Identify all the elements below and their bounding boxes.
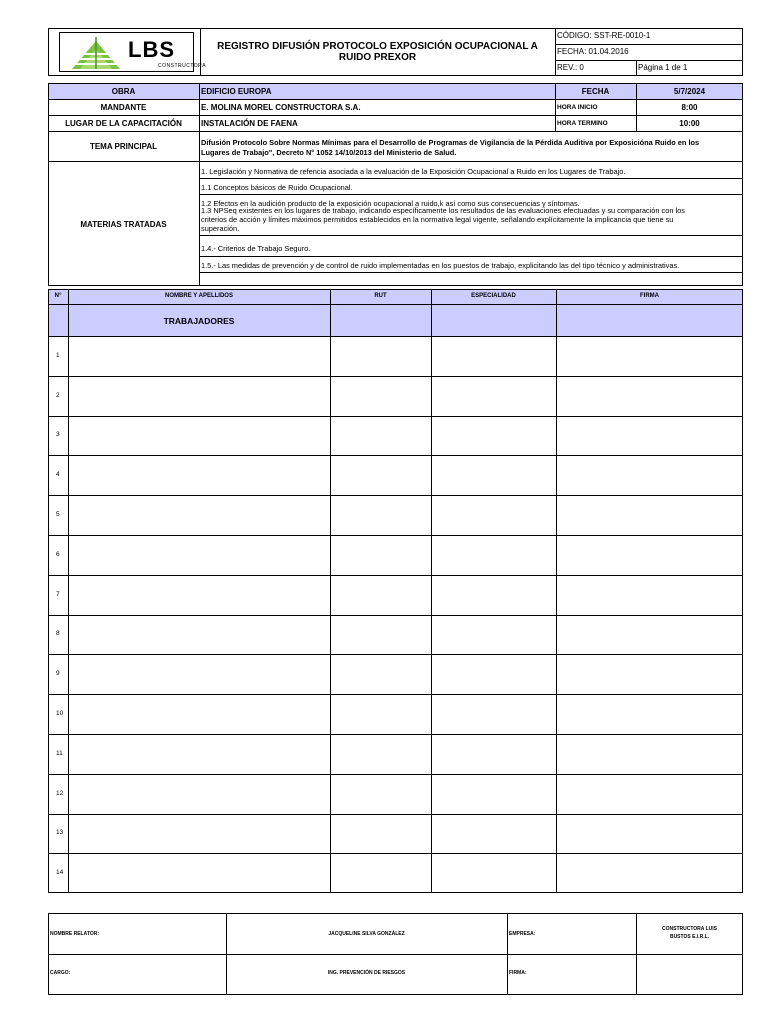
col-header-firma: FIRMA	[640, 293, 659, 299]
row-number: 9	[56, 670, 60, 678]
materias-label: MATERIAS TRATADAS	[80, 220, 167, 229]
row-number: 4	[56, 471, 60, 479]
cargo-value: ING. PREVENCIÓN DE RIESGOS	[327, 970, 406, 976]
relator-value: JACQUELINE SILVA GONZÁLEZ	[328, 931, 405, 937]
row-number: 10	[56, 710, 64, 718]
row-number: 2	[56, 391, 60, 399]
relator-label: NOMBRE RELATOR:	[50, 931, 99, 937]
materia-item-1: 1. Legislación y Normativa de refencia asociada a la evaluación de la Exposición Ocupacional a Ruido en los Lugares de Trabajo.	[201, 167, 626, 176]
doc-fecha: FECHA: 01.04.2016	[557, 47, 629, 56]
table-row	[48, 853, 743, 893]
table-row	[48, 734, 743, 774]
doc-rev: REV.: 0	[557, 63, 584, 72]
lugar-value: INSTALACIÓN DE FAENA	[201, 119, 298, 128]
materia-item-2: 1.1 Conceptos básicos de Ruido Ocupacional.	[201, 183, 353, 192]
firma-label: FIRMA:	[509, 970, 527, 976]
obra-value: EDIFICIO EUROPA	[201, 87, 272, 96]
logo-subtext: CONSTRUCTORA	[158, 63, 207, 69]
row-number: 8	[56, 630, 60, 638]
obra-label: OBRA	[111, 87, 136, 96]
table-row	[48, 575, 743, 615]
row-number: 1	[56, 351, 60, 359]
hora-inicio-value: 8:00	[681, 103, 698, 112]
cargo-label: CARGO:	[50, 970, 71, 976]
tema-label: TEMA PRINCIPAL	[89, 142, 158, 151]
row-number: 11	[56, 749, 63, 757]
lugar-label: LUGAR DE LA CAPACITACIÓN	[65, 119, 182, 128]
company-logo	[59, 32, 207, 72]
empresa-label: EMPRESA:	[509, 931, 536, 937]
tema-line2: Lugares de Trabajo", Decreto N° 1052 14/10/2013 del Ministerio de Salud.	[201, 148, 457, 157]
mandante-value: E. MOLINA MOREL CONSTRUCTORA S.A.	[201, 103, 361, 112]
doc-title-line2: RUIDO PREXOR	[338, 52, 417, 63]
row-number: 13	[56, 829, 64, 837]
col-header-especialidad: ESPECIALIDAD	[471, 293, 516, 299]
row-number: 12	[56, 789, 64, 797]
doc-title-line1: REGISTRO DIFUSIÓN PROTOCOLO EXPOSICIÓN OCUPACIONAL A	[217, 41, 538, 52]
col-header-rut: RUT	[374, 293, 387, 299]
table-row	[48, 455, 743, 495]
tema-line1: Difusión Protocolo Sobre Normas Mínimas para el Desarrollo de Programas de Vigilancia de la Pérdida Auditiva por Exposicióna Ruido en los	[201, 138, 700, 147]
empresa-value-line1: CONSTRUCTORA LUIS	[662, 926, 717, 932]
row-number: 7	[56, 590, 60, 598]
materia-item-6: 1.5.- Las medidas de prevención y de control de ruido implementadas en los puestos de trabajo, explicitando las del tipo técnico y administrativas.	[201, 261, 680, 270]
logo-text: LBS	[128, 37, 175, 62]
hora-inicio-label: HORA INICIO	[557, 104, 598, 111]
table-row	[48, 416, 743, 456]
fecha-value: 5/7/2024	[673, 87, 706, 96]
row-number: 3	[56, 431, 60, 439]
table-row	[48, 376, 743, 416]
materia-item-3: 1.2 Efectos en la audición producto de la exposición ocupacional a ruido,k así como sus consecuencias y síntomas.	[201, 199, 580, 208]
col-header-nombre: NOMBRE Y APELLIDOS	[165, 293, 233, 299]
materia-item-4-line1: 1.3 NPSeq existentes en los lugares de trabajo, indicando específicamente los resultados de las evaluaciones efectuadas y su comparación con los	[201, 206, 685, 215]
doc-pagina: Página 1 de 1	[638, 63, 688, 72]
table-row	[48, 694, 743, 734]
row-number: 14	[56, 869, 64, 877]
fecha-label: FECHA	[581, 87, 610, 96]
table-row	[48, 495, 743, 535]
table-row	[48, 336, 743, 376]
materia-item-4-line2: criterios de acción y límites máximos permitidos establecidos en la normativa legal vigente, señalando explícitamente la implicancia que tiene su	[201, 215, 674, 224]
table-row	[48, 615, 743, 655]
hora-termino-label: HORA TERMINO	[557, 120, 608, 127]
materia-item-4-line3: superación.	[201, 224, 240, 233]
materia-item-5: 1.4.- Criterios de Trabajo Seguro.	[201, 244, 311, 253]
empresa-value-line2: BUSTOS E.I.R.L.	[669, 934, 710, 940]
hora-termino-value: 10:00	[679, 119, 700, 128]
table-row	[48, 774, 743, 814]
section-trabajadores: TRABAJADORES	[163, 316, 235, 326]
table-row	[48, 535, 743, 575]
row-number: 5	[56, 511, 60, 519]
doc-codigo: CÓDIGO: SST-RE-0010-1	[557, 31, 651, 40]
row-number: 6	[56, 550, 60, 558]
mandante-label: MANDANTE	[100, 103, 147, 112]
building-logo-icon	[66, 33, 126, 71]
col-header-n: N°	[54, 293, 62, 299]
table-row	[48, 814, 743, 854]
table-row	[48, 654, 743, 694]
